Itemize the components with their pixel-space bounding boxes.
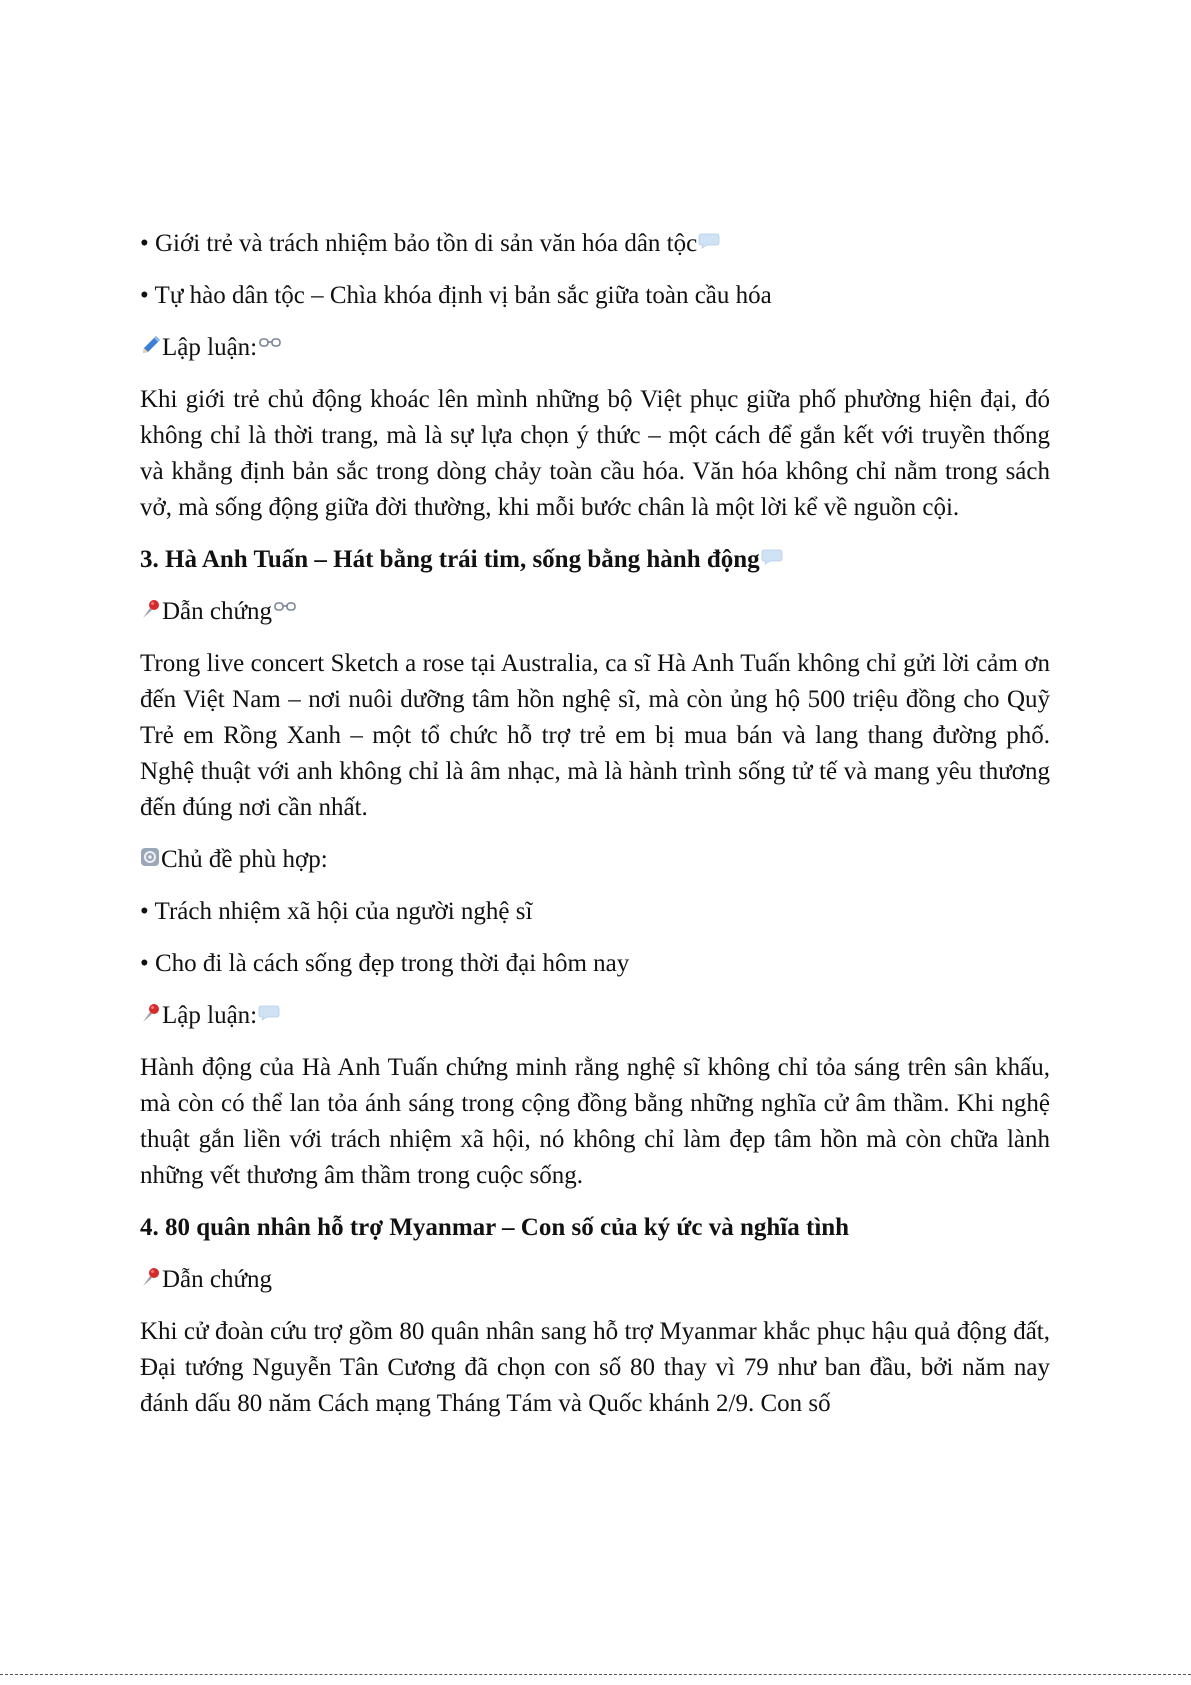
section-heading bbox=[140, 1210, 1050, 1246]
topic-text: • Trách nhiệm xã hội của người nghệ sĩ bbox=[140, 898, 533, 925]
pushpin-icon bbox=[140, 1002, 162, 1024]
argument-paragraph: Hành động của Hà Anh Tuấn chứng minh rằng nghệ sĩ không chỉ tỏa sáng trên sân khấu, mà còn có thể lan tỏa ánh sáng trong cộng đồng bằng những nghĩa cử âm thầm. Khi nghệ thuật gắn liền với trách nhiệm xã hội, nó không chỉ làm đẹp tâm hồn mà còn chữa lành những vết thương âm thầm trong cuộc sống. bbox=[140, 1054, 1050, 1189]
argument-label-line bbox=[140, 998, 1050, 1034]
bullet-item bbox=[140, 226, 1050, 262]
gear-icon bbox=[140, 847, 160, 867]
pushpin-icon bbox=[140, 598, 162, 620]
argument-label: Lập luận: bbox=[162, 334, 258, 361]
speech-bubble-icon bbox=[258, 1005, 280, 1021]
argument-label-line bbox=[140, 330, 1050, 366]
document-content bbox=[140, 226, 1050, 1438]
topic-label: Chủ đề phù hợp: bbox=[161, 846, 328, 873]
evidence-label-line bbox=[140, 1262, 1050, 1298]
pencil-icon bbox=[140, 334, 162, 356]
topic-item bbox=[140, 946, 1050, 982]
evidence-label: Dẫn chứng bbox=[162, 598, 273, 625]
evidence-paragraph: Trong live concert Sketch a rose tại Australia, ca sĩ Hà Anh Tuấn không chỉ gửi lời cảm ơn đến Việt Nam – nơi nuôi dưỡng tâm hồn nghệ sĩ, mà còn ủng hộ 500 triệu đồng cho Quỹ Trẻ em Rồng Xanh – một tổ chức hỗ trợ trẻ em bị mua bán và lang thang đường phố. Nghệ thuật với anh không chỉ là âm nhạc, mà là hành trình sống tử tế và mang yêu thương đến đúng nơi cần nhất. bbox=[140, 650, 1050, 821]
pushpin-icon bbox=[140, 1266, 162, 1288]
section-heading-text: 4. 80 quân nhân hỗ trợ Myanmar – Con số của ký ức và nghĩa tình bbox=[140, 1214, 850, 1241]
speech-bubble-icon bbox=[761, 549, 783, 565]
bullet-item bbox=[140, 278, 1050, 314]
bullet-text: • Giới trẻ và trách nhiệm bảo tồn di sản văn hóa dân tộc bbox=[140, 230, 698, 257]
argument-label: Lập luận: bbox=[162, 1002, 258, 1029]
topic-label-line bbox=[140, 842, 1050, 878]
glasses-icon bbox=[274, 601, 296, 613]
glasses-icon bbox=[259, 337, 281, 349]
evidence-paragraph: Khi cử đoàn cứu trợ gồm 80 quân nhân sang hỗ trợ Myanmar khắc phục hậu quả động đất, Đại tướng Nguyễn Tân Cương đã chọn con số 80 thay vì 79 như ban đầu, bởi năm nay đánh dấu 80 năm Cách mạng Tháng Tám và Quốc khánh 2/9. Con số bbox=[140, 1318, 1050, 1417]
page-bottom-rule bbox=[0, 1674, 1191, 1675]
section-heading bbox=[140, 542, 1050, 578]
bullet-text: • Tự hào dân tộc – Chìa khóa định vị bản sắc giữa toàn cầu hóa bbox=[140, 282, 772, 309]
topic-text: • Cho đi là cách sống đẹp trong thời đại hôm nay bbox=[140, 950, 630, 977]
argument-paragraph: Khi giới trẻ chủ động khoác lên mình những bộ Việt phục giữa phố phường hiện đại, đó không chỉ là thời trang, mà là sự lựa chọn ý thức – một cách để gắn kết với truyền thống và khẳng định bản sắc trong dòng chảy toàn cầu hóa. Văn hóa không chỉ nằm trong sách vở, mà sống động giữa đời thường, khi mỗi bước chân là một lời kể về nguồn cội. bbox=[140, 386, 1050, 521]
section-heading-text: 3. Hà Anh Tuấn – Hát bằng trái tim, sống bằng hành động bbox=[140, 546, 760, 573]
topic-item bbox=[140, 894, 1050, 930]
speech-bubble-icon bbox=[698, 233, 720, 249]
evidence-label-line bbox=[140, 594, 1050, 630]
evidence-label: Dẫn chứng bbox=[162, 1266, 273, 1293]
